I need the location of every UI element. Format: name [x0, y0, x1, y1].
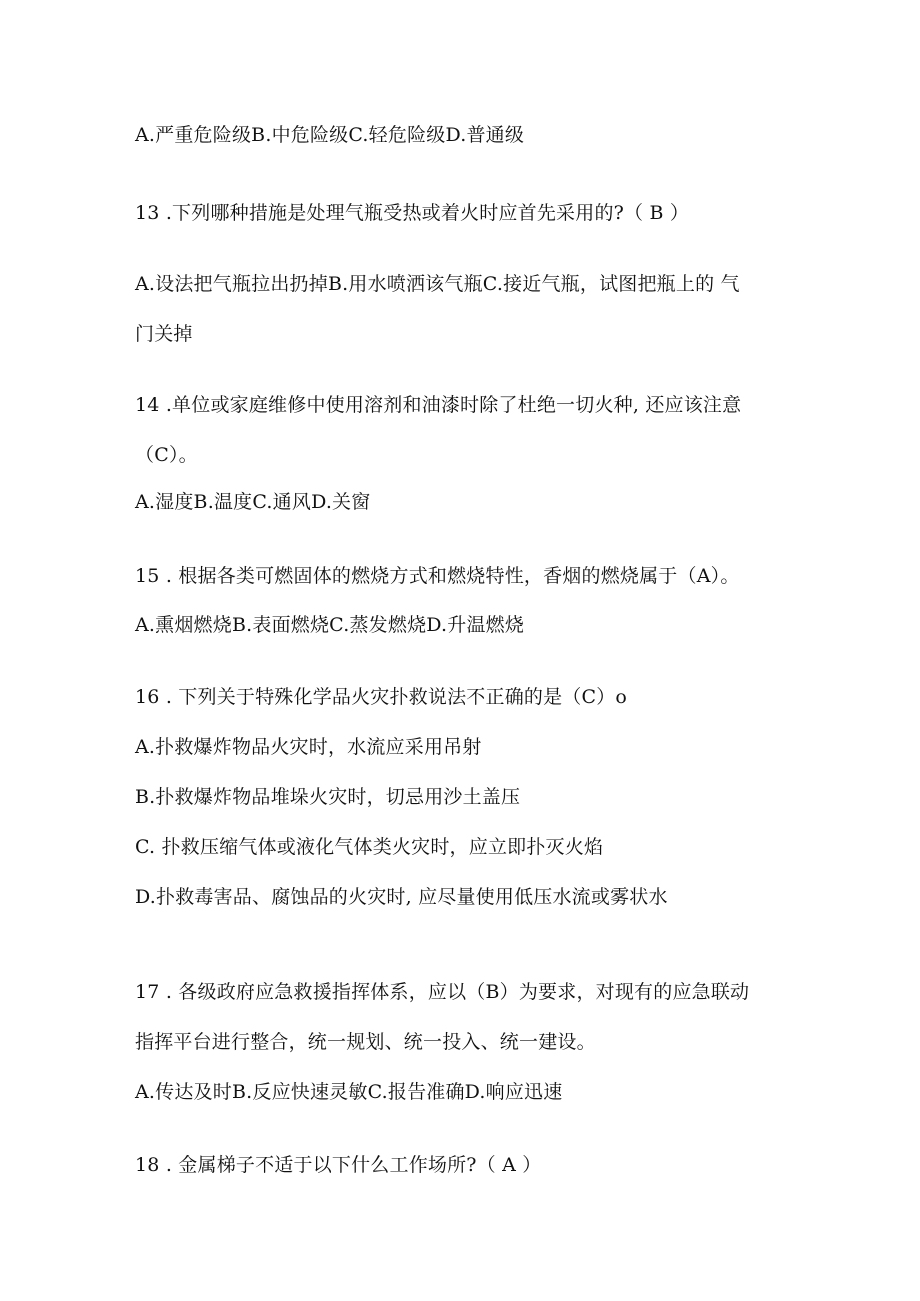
q17-question-line2: 指挥平台进行整合，统一规划、统一投入、统一建设。 [135, 1031, 596, 1053]
q17-question-line1: 17 . 各级政府应急救援指挥体系，应以（B）为要求，对现有的应急联动 [135, 981, 750, 1003]
q16-option-a: A.扑救爆炸物品火灾时，水流应采用吊射 [135, 736, 482, 758]
q14-question-line2: （C）。 [135, 444, 198, 466]
q14-options: A.湿度B.温度C.通风D.关窗 [135, 491, 371, 513]
q16-question: 16 . 下列关于特殊化学品火灾扑救说法不正确的是（C）o [135, 686, 628, 708]
q16-option-d: D.扑救毒害品、腐蚀品的火灾时, 应尽量使用低压水流或雾状水 [135, 886, 668, 908]
q13-question: 13 .下列哪种措施是处理气瓶受热或着火时应首先采用的?（ B ） [135, 202, 690, 224]
q15-options: A.熏烟燃烧B.表面燃烧C.蒸发燃烧D.升温燃烧 [135, 614, 525, 636]
q17-options: A.传达及时B.反应快速灵敏C.报告准确D.响应迅速 [135, 1081, 563, 1103]
q18-question: 18 . 金属梯子不适于以下什么工作场所?（ A ） [135, 1154, 542, 1176]
q15-question: 15 . 根据各类可燃固体的燃烧方式和燃烧特性，香烟的燃烧属于（A）。 [135, 565, 740, 587]
q13-options-line1: A.设法把气瓶拉出扔掉B.用水喷洒该气瓶C.接近气瓶，试图把瓶上的 气 [135, 273, 740, 295]
q12-options: A.严重危险级B.中危险级C.轻危险级D.普通级 [135, 124, 525, 146]
q16-option-c: C. 扑救压缩气体或液化气体类火灾时，应立即扑灭火焰 [135, 836, 604, 858]
q13-options-line2: 门关掉 [135, 323, 193, 345]
q16-option-b: B.扑救爆炸物品堆垛火灾时，切忌用沙土盖压 [135, 786, 521, 808]
q14-question-line1: 14 .单位或家庭维修中使用溶剂和油漆时除了杜绝一切火种, 还应该注意 [135, 394, 742, 416]
